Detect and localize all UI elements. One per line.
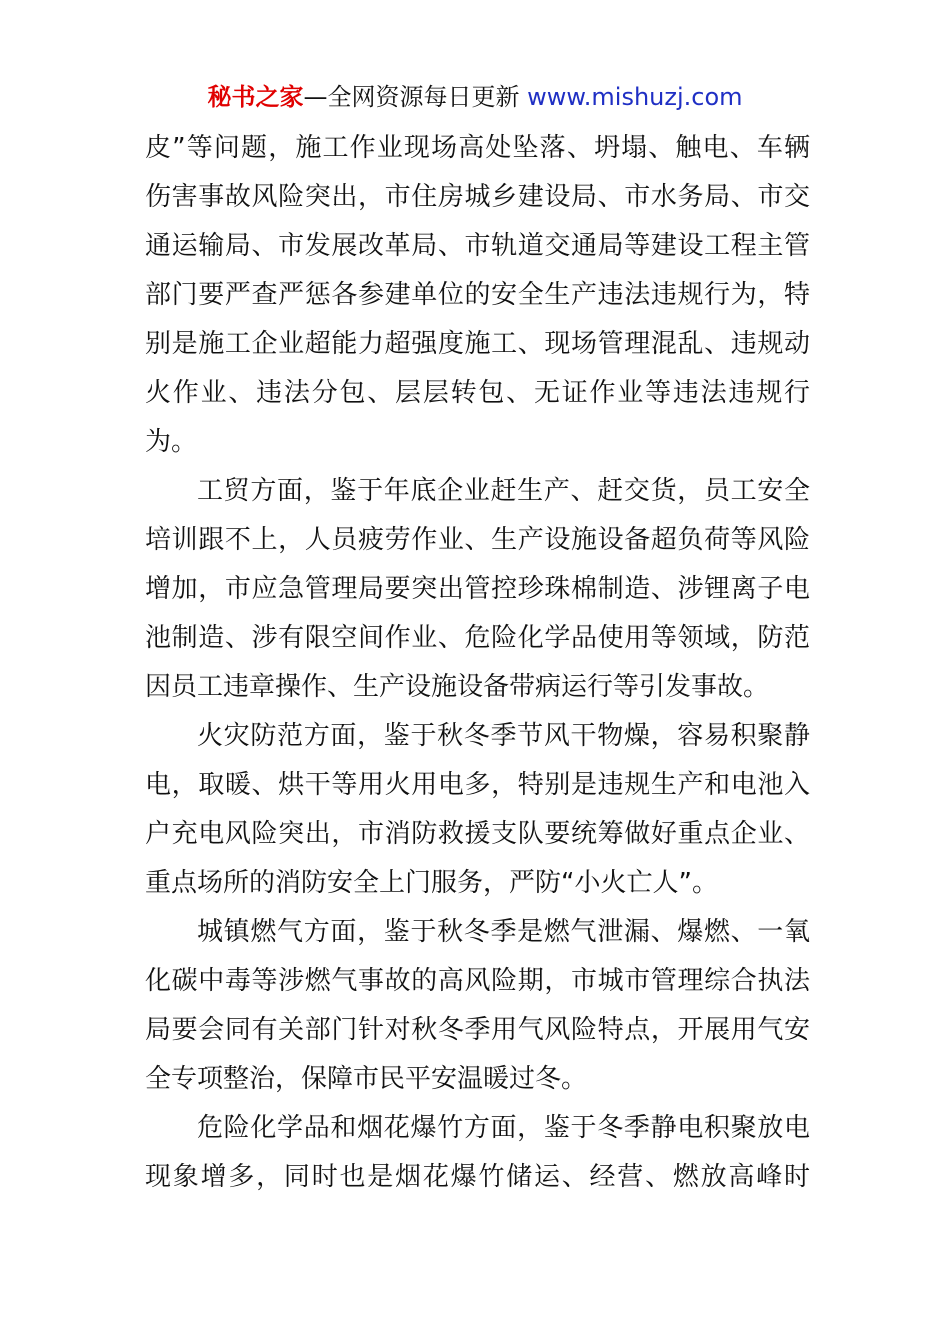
text-line: 重点场所的消防安全上门服务，严防“小火亡人”。 (145, 868, 718, 898)
site-tagline: —全网资源每日更新 (303, 83, 528, 111)
text-line: 火作业、违法分包、层层转包、无证作业等违法违规行 (145, 378, 810, 408)
site-url[interactable]: www.mishuzj.com (527, 83, 743, 111)
text-line: 户充电风险突出，市消防救援支队要统筹做好重点企业、 (145, 819, 810, 849)
text-line: 通运输局、市发展改革局、市轨道交通局等建设工程主管 (145, 231, 810, 261)
text-line: 为。 (145, 427, 198, 457)
text-line: 别是施工企业超能力超强度施工、现场管理混乱、违规动 (145, 329, 810, 359)
text-line: 全专项整治，保障市民平安温暖过冬。 (145, 1064, 588, 1094)
text-line: 伤害事故风险突出，市住房城乡建设局、市水务局、市交 (145, 182, 810, 212)
paragraph-start-line: 工贸方面，鉴于年底企业赶生产、赶交货，员工安全 (197, 476, 810, 506)
text-line: 培训跟不上，人员疲劳作业、生产设施设备超负荷等风险 (145, 525, 810, 555)
text-line: 部门要严查严惩各参建单位的安全生产违法违规行为，特 (145, 280, 810, 310)
site-brand: 秘书之家 (207, 83, 304, 111)
document-body (145, 124, 810, 1202)
paragraph-start-line: 城镇燃气方面，鉴于秋冬季是燃气泄漏、爆燃、一氧 (197, 917, 810, 947)
text-line: 化碳中毒等涉燃气事故的高风险期，市城市管理综合执法 (145, 966, 810, 996)
text-line: 池制造、涉有限空间作业、危险化学品使用等领域，防范 (145, 623, 810, 653)
text-line: 皮”等问题，施工作业现场高处坠落、坍塌、触电、车辆 (145, 133, 810, 163)
text-line: 现象增多，同时也是烟花爆竹储运、经营、燃放高峰时 (145, 1162, 810, 1192)
paragraph-start-line: 危险化学品和烟花爆竹方面，鉴于冬季静电积聚放电 (197, 1113, 810, 1143)
text-line: 局要会同有关部门针对秋冬季用气风险特点，开展用气安 (145, 1015, 810, 1045)
text-line: 电，取暖、烘干等用火用电多，特别是违规生产和电池入 (145, 770, 810, 800)
paragraph-start-line: 火灾防范方面，鉴于秋冬季节风干物燥，容易积聚静 (197, 721, 810, 751)
page-header (0, 80, 950, 114)
text-line: 增加，市应急管理局要突出管控珍珠棉制造、涉锂离子电 (145, 574, 810, 604)
text-line: 因员工违章操作、生产设施设备带病运行等引发事故。 (145, 672, 770, 702)
